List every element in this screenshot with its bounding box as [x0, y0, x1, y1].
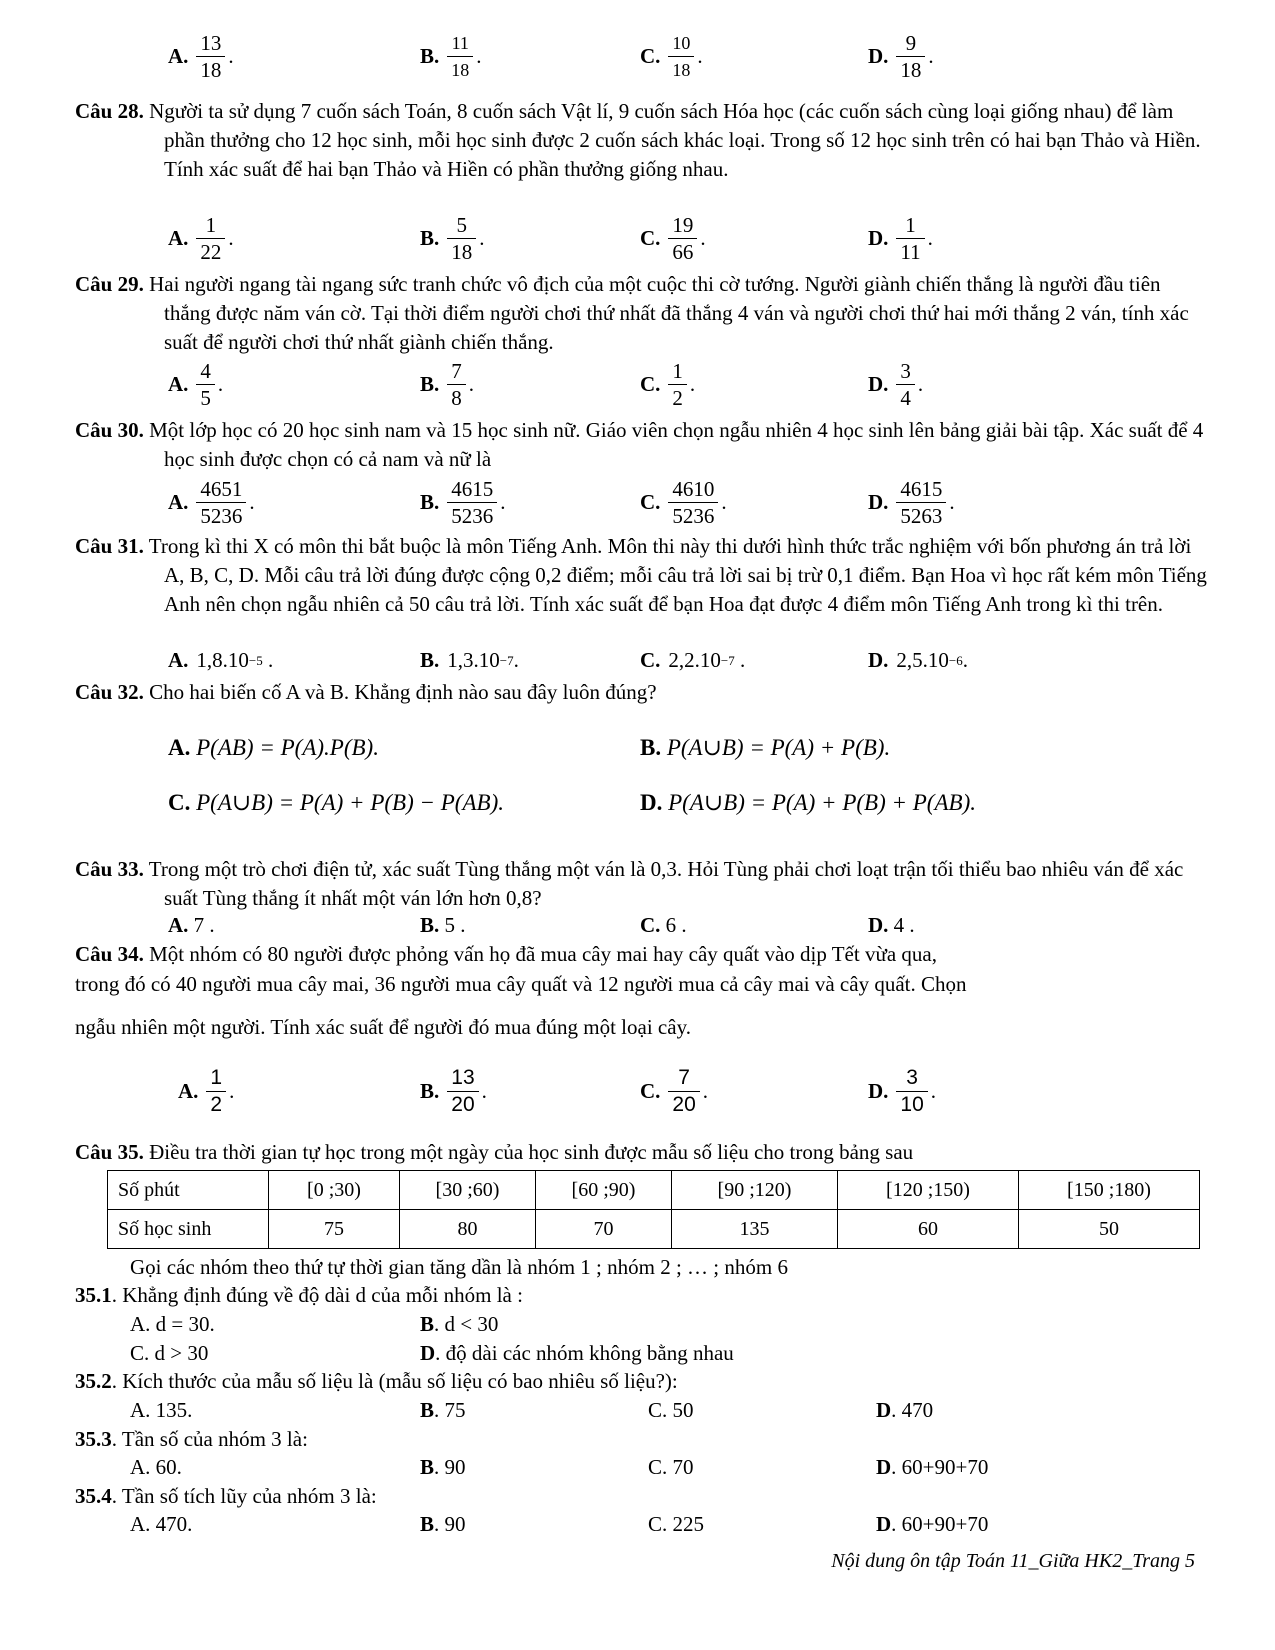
q35-2-option-d: D. 470 [876, 1398, 934, 1422]
question-32: Câu 32. Cho hai biến cố A và B. Khẳng định nào sau đây luôn đúng? [75, 680, 657, 704]
q35-1: 35.1. Khẳng định đúng về độ dài d của mỗi nhóm là : [75, 1283, 523, 1307]
q35-3-option-c: C. 70 [648, 1455, 694, 1479]
q29-option-b: B. $\frac{7}{8}$ . [420, 359, 475, 410]
q35-note: Gọi các nhóm theo thứ tự thời gian tăng dần là nhóm 1 ; nhóm 2 ; … ; nhóm 6 [130, 1255, 788, 1279]
question-35: Câu 35. Điều tra thời gian tự học trong một ngày của học sinh được mẫu số liệu cho trong bảng sau [75, 1140, 914, 1164]
q35-4-option-d: D. 60+90+70 [876, 1512, 989, 1536]
q30-option-d: D. $\frac{4615}{5263}$ . [868, 477, 955, 528]
question-31: Câu 31. Trong kì thi X có môn thi bắt buộc là môn Tiếng Anh. Môn thi này thi dưới hình thức trắc nghiệm với bốn phương án trả lời A, B, C, D. Mỗi câu trả lời đúng được cộng 0,2 điểm; mỗi câu trả lời sai bị trừ 0,1 điểm. Bạn Hoa vì học rất kém môn Tiếng Anh nên chọn ngẫu nhiên cả 50 câu trả lời. Tính xác suất để bạn Hoa đạt được 4 điểm môn Tiếng Anh trong kì thi trên. [75, 534, 1207, 616]
q33-option-c: C. 6 . [640, 913, 687, 937]
q31-option-d: D. 2,5.10 −6 . [868, 648, 969, 672]
q35-1-option-d: D. độ dài các nhóm không bằng nhau [420, 1341, 734, 1365]
q33-option-d: D. 4 . [868, 913, 915, 937]
table-row: Số học sinh 75 80 70 135 60 50 [108, 1210, 1200, 1249]
question-30: Câu 30. Một lớp học có 20 học sinh nam và 15 học sinh nữ. Giáo viên chọn ngẫu nhiên 4 học sinh lên bảng giải bài tập. Xác suất để 4 học sinh được chọn có cả nam và nữ là [75, 418, 1204, 471]
question-34-line-1: Câu 34. Một nhóm có 80 người được phỏng vấn họ đã mua cây mai hay cây quất vào dịp Tết vừa qua, [75, 942, 937, 966]
q35-2-option-c: C. 50 [648, 1398, 694, 1422]
q27-option-d: D. $\frac{9}{18}$ . [868, 31, 934, 82]
q35-4-option-b: B. 90 [420, 1512, 466, 1536]
table-row: Số phút [0 ;30) [30 ;60) [60 ;90) [90 ;120) [120 ;150) [150 ;180) [108, 1171, 1200, 1210]
q35-2-option-a: A. 135. [130, 1398, 193, 1422]
q32-option-a: A. P(AB) = P(A).P(B). [168, 735, 379, 760]
q31-option-b: B. 1,3.10 −7 . [420, 648, 519, 672]
question-34-line-2: trong đó có 40 người mua cây mai, 36 người mua cây quất và 12 người mua cả cây mai và cây quất. Chọn [75, 972, 967, 996]
question-29: Câu 29. Hai người ngang tài ngang sức tranh chức vô địch của một cuộc thi cờ tướng. Người giành chiến thắng là người đầu tiên thắng được năm ván cờ. Tại thời điểm người chơi thứ nhất đã thắng 4 ván và người chơi thứ hai mới thắng 2 ván, tính xác suất để người chơi thứ nhất giành chiến thắng. [75, 272, 1189, 354]
q34-option-c: C. $\frac{7}{20}$ . [640, 1066, 709, 1116]
q28-options [0, 212, 1275, 272]
q29-option-a: A. $\frac{4}{5}$ . [168, 359, 224, 410]
data-table [107, 1170, 1200, 1249]
q28-option-d: D. $\frac{1}{11}$ . [868, 213, 933, 264]
q34-options [0, 1065, 1275, 1125]
q32-option-b: B. P(A∪B) = P(A) + P(B). [640, 735, 891, 760]
q29-option-c: C. $\frac{1}{2}$ . [640, 359, 696, 410]
q31-option-c: C. 2,2.10 −7 . [640, 648, 746, 672]
q28-option-b: B. $\frac{5}{18}$ . [420, 213, 485, 264]
q35-2: 35.2. Kích thước của mẫu số liệu là (mẫu số liệu có bao nhiêu số liệu?): [75, 1369, 678, 1393]
q30-options [0, 476, 1275, 536]
q34-option-b: B. $\frac{13}{20}$ . [420, 1066, 487, 1116]
q28-option-c: C. $\frac{19}{66}$ . [640, 213, 706, 264]
q33-option-a: A. 7 . [168, 913, 215, 937]
q30-option-c: C. $\frac{4610}{5236}$ . [640, 477, 727, 528]
question-28: Câu 28. Người ta sử dụng 7 cuốn sách Toán, 8 cuốn sách Vật lí, 9 cuốn sách Hóa học (các cuốn sách cùng loại giống nhau) để làm phần thưởng cho 12 học sinh, mỗi học sinh được 2 cuốn sách khác loại. Trong số 12 học sinh trên có hai bạn Thảo và Hiền. Tính xác suất để hai bạn Thảo và Hiền có phần thưởng giống nhau. [75, 99, 1201, 181]
q35-3: 35.3. Tần số của nhóm 3 là: [75, 1427, 308, 1451]
q33-option-b: B. 5 . [420, 913, 466, 937]
q30-option-b: B. $\frac{4615}{5236}$ . [420, 477, 506, 528]
question-34-line-3: ngẫu nhiên một người. Tính xác suất để người đó mua đúng một loại cây. [75, 1015, 691, 1039]
q35-1-option-a: A. d = 30. [130, 1312, 215, 1336]
q35-1-option-c: C. d > 30 [130, 1341, 209, 1365]
q34-option-d: D. $\frac{3}{10}$ . [868, 1066, 937, 1116]
q28-option-a: A. $\frac{1}{22}$ . [168, 213, 234, 264]
q32-option-c: C. P(A∪B) = P(A) + P(B) − P(AB). [168, 790, 504, 815]
q32-option-d: D. P(A∪B) = P(A) + P(B) + P(AB). [640, 790, 976, 815]
q35-2-option-b: B. 75 [420, 1398, 466, 1422]
q29-option-d: D. $\frac{3}{4}$ . [868, 359, 924, 410]
question-33: Câu 33. Trong một trò chơi điện tử, xác suất Tùng thắng một ván là 0,3. Hỏi Tùng phải chơi loạt trận tối thiểu bao nhiêu ván để xác suất Tùng thắng ít nhất một ván lớn hơn 0,8? [75, 857, 1184, 910]
q35-4-option-a: A. 470. [130, 1512, 193, 1536]
q27-option-a: A. $\frac{13}{18}$ . [168, 31, 234, 82]
q35-4-option-c: C. 225 [648, 1512, 705, 1536]
q30-option-a: A. $\frac{4651}{5236}$ . [168, 477, 255, 528]
q31-options [0, 648, 1275, 678]
q34-option-a: A. $\frac{1}{2}$ . [178, 1066, 235, 1116]
q35-3-option-d: D. 60+90+70 [876, 1455, 989, 1479]
q27-option-b: B. $\frac{11}{18}$ . [420, 30, 482, 83]
q35-4: 35.4. Tần số tích lũy của nhóm 3 là: [75, 1484, 377, 1508]
q27-option-c: C. $\frac{10}{18}$ . [640, 30, 703, 83]
page-footer: Nội dung ôn tập Toán 11_Giữa HK2_Trang 5 [831, 1550, 1195, 1572]
q29-options [0, 358, 1275, 418]
q31-option-a: A. 1,8.10 −5 . [168, 648, 274, 672]
q27-options [0, 30, 1275, 90]
q35-3-option-b: B. 90 [420, 1455, 466, 1479]
q35-1-option-b: B. d < 30 [420, 1312, 499, 1336]
q35-3-option-a: A. 60. [130, 1455, 182, 1479]
